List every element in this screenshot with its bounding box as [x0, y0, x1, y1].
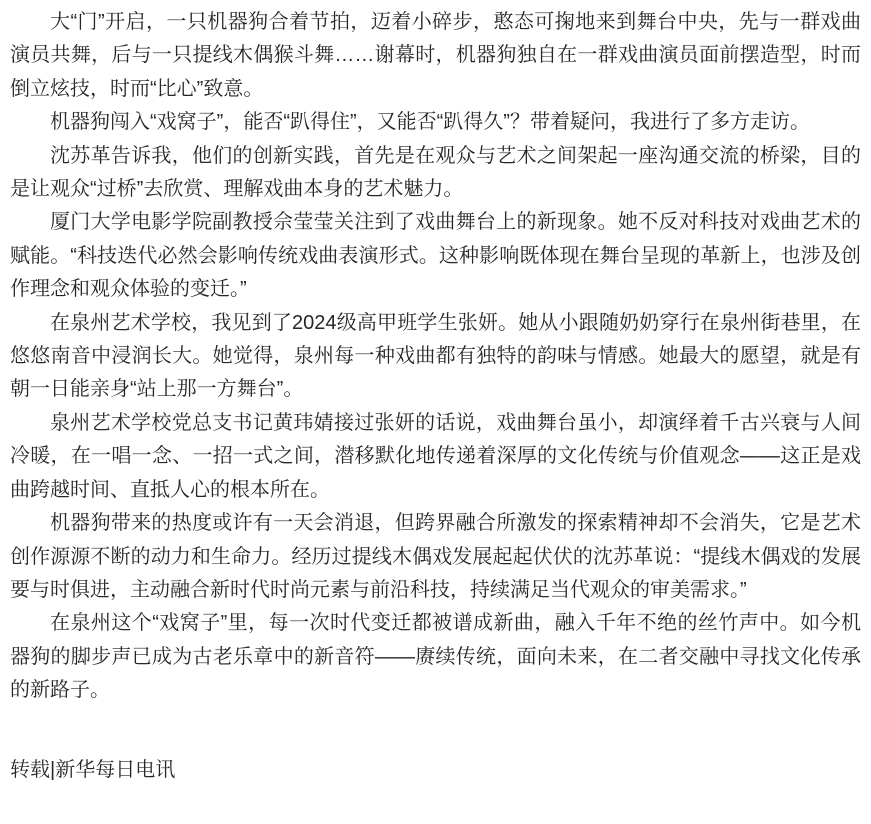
- article-paragraph: 机器狗带来的热度或许有一天会消退，但跨界融合所激发的探索精神却不会消失，它是艺术创作源源不断的动力和生命力。经历过提线木偶戏发展起起伏伏的沈苏革说：“提线木偶戏的发展要与时俱进，主动融合新时代时尚元素与前沿科技，持续满足当代观众的审美需求。”: [10, 512, 861, 601]
- article-paragraph: 泉州艺术学校党总支书记黄玮婧接过张妍的话说，戏曲舞台虽小，却演绎着千古兴衰与人间冷暖，在一唱一念、一招一式之间，潜移默化地传递着深厚的文化传统与价值观念——这正是戏曲跨越时间、直抵人心的根本所在。: [10, 411, 861, 501]
- article-paragraph: 在泉州艺术学校，我见到了2024级高甲班学生张妍。她从小跟随奶奶穿行在泉州街巷里，在悠悠南音中浸润长大。她觉得，泉州每一种戏曲都有独特的韵味与情感。她最大的愿望，就是有朝一日能亲身“站上那一方舞台”。: [10, 311, 861, 401]
- article-paragraph: 沈苏革告诉我，他们的创新实践，首先是在观众与艺术之间架起一座沟通交流的桥梁，目的是让观众“过桥”去欣赏、理解戏曲本身的艺术魅力。: [10, 144, 861, 201]
- article-paragraph: 在泉州这个“戏窝子”里，每一次时代变迁都被谱成新曲，融入千年不绝的丝竹声中。如今机器狗的脚步声已成为古老乐章中的新音符——赓续传统，面向未来，在二者交融中寻找文化传承的新路子。: [10, 612, 861, 702]
- article-paragraph: 大“门”开启，一只机器狗合着节拍，迈着小碎步，憨态可掬地来到舞台中央，先与一群戏曲演员共舞，后与一只提线木偶猴斗舞……谢幕时，机器狗独自在一群戏曲演员面前摆造型，时而倒立炫技，时而“比心”致意。: [10, 11, 861, 100]
- article-paragraph: 机器狗闯入“戏窝子”，能否“趴得住”，又能否“趴得久”？带着疑问，我进行了多方走访。: [50, 111, 810, 134]
- source-attribution: 转载|新华每日电讯: [10, 758, 176, 781]
- article-paragraph: 厦门大学电影学院副教授佘莹莹关注到了戏曲舞台上的新现象。她不反对科技对戏曲艺术的赋能。“科技迭代必然会影响传统戏曲表演形式。这种影响既体现在舞台呈现的革新上，也涉及创作理念和观众体验的变迁。”: [10, 211, 861, 301]
